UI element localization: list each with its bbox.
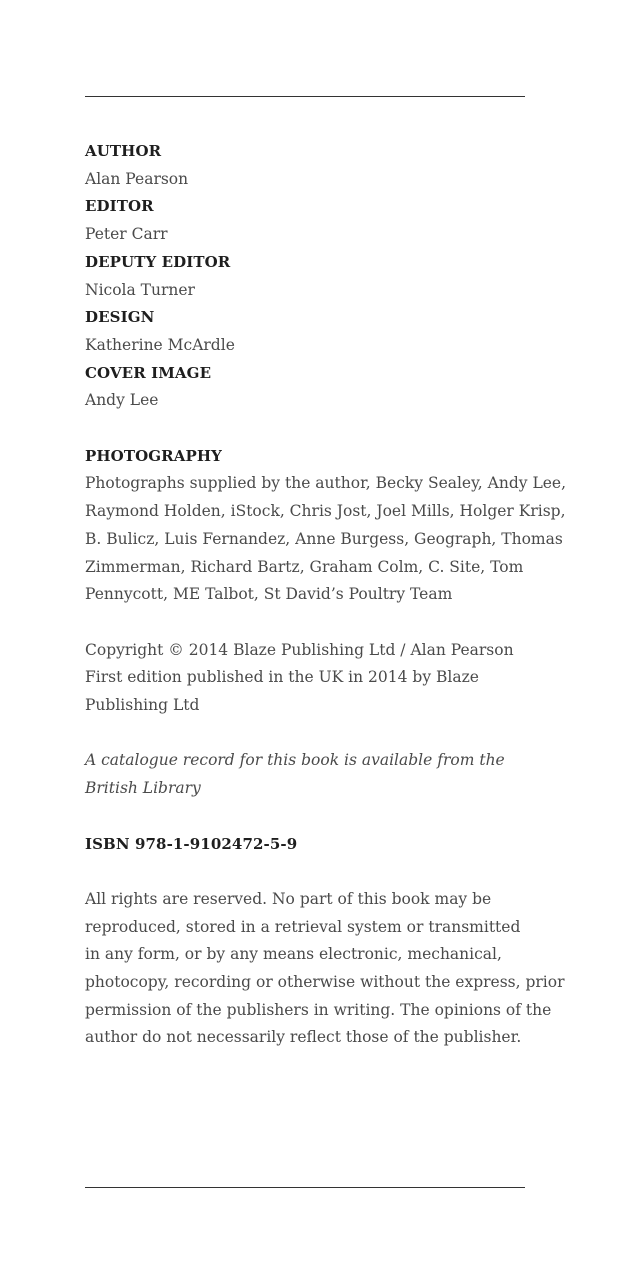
spacer	[85, 720, 530, 748]
catalogue-line: British Library	[85, 779, 201, 798]
photography-line: Raymond Holden, iStock, Chris Jost, Joel Mills, Holger Krisp,	[85, 502, 566, 521]
spacer	[85, 858, 530, 886]
catalogue-line: A catalogue record for this book is available from the	[85, 751, 505, 770]
photography-line: Zimmerman, Richard Bartz, Graham Colm, C. Site, Tom	[85, 557, 524, 576]
photography-line: Photographs supplied by the author, Becky Sealey, Andy Lee,	[85, 474, 567, 493]
photography-line: B. Bulicz, Luis Fernandez, Anne Burgess, Geograph, Thomas	[85, 529, 563, 548]
cover-image-label: COVER IMAGE	[85, 363, 212, 382]
design-label: DESIGN	[85, 308, 155, 327]
rights-line: photocopy, recording or otherwise without the express, prior	[85, 973, 565, 992]
editor-label: EDITOR	[85, 197, 154, 216]
editor-name: Peter Carr	[85, 225, 168, 244]
design-name: Katherine McArdle	[85, 335, 235, 354]
rights-line: reproduced, stored in a retrieval system or transmitted	[85, 917, 521, 936]
author-label: AUTHOR	[85, 142, 162, 160]
deputy-editor-label: DEPUTY EDITOR	[85, 252, 231, 271]
cover-image-name: Andy Lee	[85, 391, 159, 410]
top-divider	[85, 96, 525, 97]
imprint-page	[85, 138, 567, 1052]
copyright-line: Publishing Ltd	[85, 696, 200, 715]
rights-line: author do not necessarily reflect those of the publisher.	[85, 1028, 522, 1047]
spacer	[85, 415, 530, 443]
rights-line: permission of the publishers in writing. The opinions of the	[85, 1000, 552, 1019]
isbn: ISBN 978-1-9102472-5-9	[85, 834, 298, 853]
photography-line: Pennycott, ME Talbot, St David’s Poultry Team	[85, 585, 453, 604]
spacer	[85, 803, 530, 831]
deputy-editor-name: Nicola Turner	[85, 280, 195, 299]
copyright-line: First edition published in the UK in 2014 by Blaze	[85, 668, 479, 687]
photography-label: PHOTOGRAPHY	[85, 446, 222, 465]
copyright-line: Copyright © 2014 Blaze Publishing Ltd / Alan Pearson	[85, 640, 514, 659]
rights-line: in any form, or by any means electronic, mechanical,	[85, 945, 502, 964]
rights-line: All rights are reserved. No part of this book may be	[85, 889, 492, 908]
author-name: Alan Pearson	[85, 169, 189, 188]
spacer	[85, 609, 530, 637]
bottom-divider	[85, 1187, 525, 1188]
